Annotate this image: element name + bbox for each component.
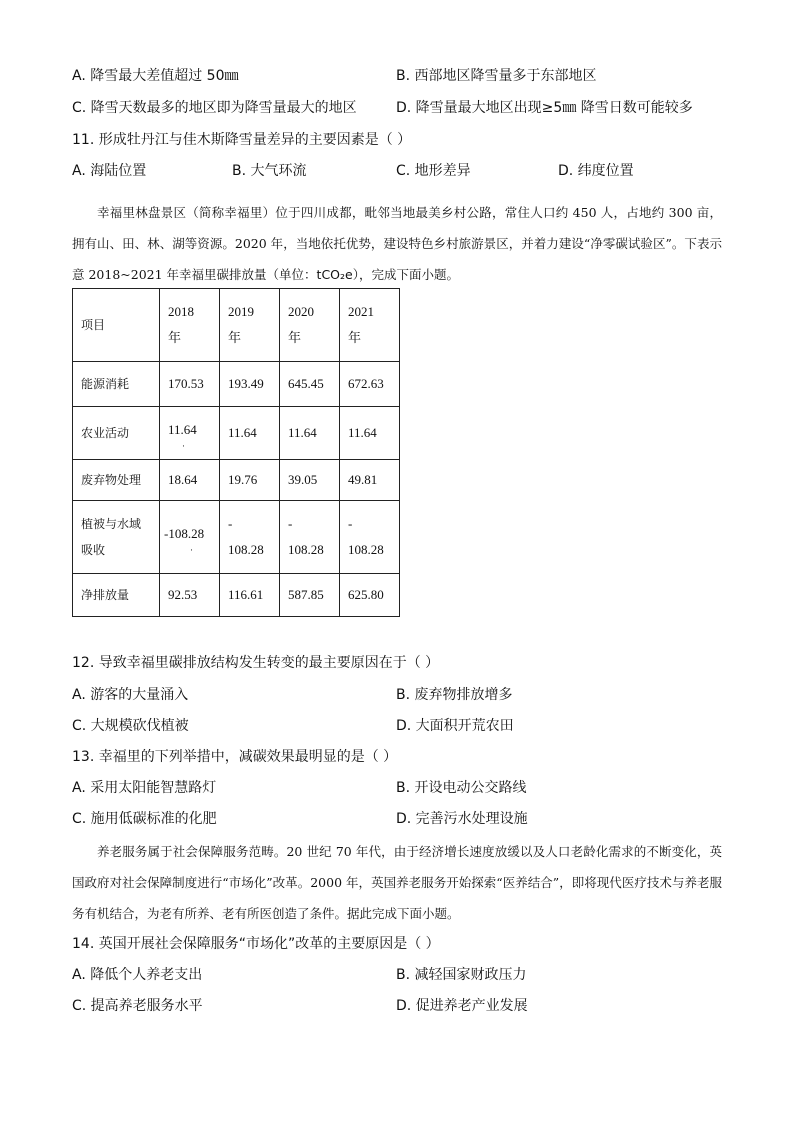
cell: 49.81 [340, 460, 400, 501]
passage-unit: tCO₂e [316, 267, 353, 282]
q11-option-b[interactable]: B. 大气环流 [232, 163, 307, 179]
q13-option-c[interactable]: C. 施用低碳标准的化肥 [72, 811, 217, 827]
q10-option-c[interactable]: C. 降雪天数最多的地区即为降雪量最大的地区 [72, 100, 357, 116]
cell: 170.53 [160, 362, 220, 407]
q14-stem: 14. 英国开展社会保障服务“市场化”改革的主要原因是（ ） [72, 936, 440, 952]
q12-option-d[interactable]: D. 大面积开荒农田 [396, 718, 514, 734]
cell: 18.64 [160, 460, 220, 501]
passage-xingfuli [72, 197, 722, 290]
q12-option-a[interactable]: A. 游客的大量涌入 [72, 687, 189, 703]
table-row [73, 574, 400, 617]
table-row [73, 460, 400, 501]
q14-option-c[interactable]: C. 提高养老服务水平 [72, 998, 203, 1014]
table-row [73, 407, 400, 460]
q12-stem: 12. 导致幸福里碳排放结构发生转变的最主要原因在于（ ） [72, 655, 440, 671]
cell: 625.80 [340, 574, 400, 617]
q14-option-a[interactable]: A. 降低个人养老支出 [72, 967, 203, 983]
passage-uk-elderly-care: 养老服务属于社会保障服务范畴。20 世纪 70 年代，由于经济增长速度放缓以及人口老龄化需求的不断变化，英国政府对社会保障制度进行“市场化”改革。2000 年，英国养老服务开始探索“医养结合”，即将现代医疗技术与养老服务有机结合，为老有所养、老有所医创造了条件。据此完成下面小题。 [72, 844, 722, 921]
q13-stem: 13. 幸福里的下列举措中，减碳效果最明显的是（ ） [72, 749, 398, 765]
passage-xingfuli-tail: ），完成下面小题。 [352, 267, 459, 282]
header-item: 项目 [73, 289, 160, 362]
cell: 11.64 · [160, 407, 220, 460]
cell: 116.61 [220, 574, 280, 617]
q13-option-b[interactable]: B. 开设电动公交路线 [396, 780, 527, 796]
q10-option-d[interactable]: D. 降雪量最大地区出现≥5㎜ 降雪日数可能较多 [396, 100, 693, 116]
carbon-emission-table [72, 288, 400, 617]
cell: - 108.28 [280, 501, 340, 574]
q10-option-a[interactable]: A. 降雪最大差值超过 50㎜ [72, 68, 239, 84]
row-label: 农业活动 [73, 407, 160, 460]
header-2021: 2021 年 [340, 289, 400, 362]
table-row [73, 362, 400, 407]
q11-option-a[interactable]: A. 海陆位置 [72, 163, 147, 179]
row-label: 植被与水域 吸收 [73, 501, 160, 574]
q10-option-b[interactable]: B. 西部地区降雪量多于东部地区 [396, 68, 597, 84]
q14-option-b[interactable]: B. 减轻国家财政压力 [396, 967, 527, 983]
cell: 11.64 [280, 407, 340, 460]
row-label: 废弃物处理 [73, 460, 160, 501]
cell: 645.45 [280, 362, 340, 407]
row-label: 净排放量 [73, 574, 160, 617]
cell: -108.28 · [160, 501, 220, 574]
cell: 11.64 [220, 407, 280, 460]
row-label: 能源消耗 [73, 362, 160, 407]
cell: - 108.28 [220, 501, 280, 574]
header-2018: 2018 年 [160, 289, 220, 362]
passage-xingfuli-text: 幸福里林盘景区（简称幸福里）位于四川成都，毗邻当地最美乡村公路，常住人口约 450 人，占地约 300 亩，拥有山、田、林、湖等资源。2020 年，当地依托优势，建设特色乡村旅游景区，并着力建设“净零碳试验区”。下表示意 2018~2021 年幸福里碳排放量（单位： [72, 205, 722, 282]
cell: 672.63 [340, 362, 400, 407]
cell: 587.85 [280, 574, 340, 617]
q11-option-c[interactable]: C. 地形差异 [396, 163, 471, 179]
header-2019: 2019 年 [220, 289, 280, 362]
q12-option-b[interactable]: B. 废弃物排放增多 [396, 687, 513, 703]
q13-option-d[interactable]: D. 完善污水处理设施 [396, 811, 528, 827]
q11-option-d[interactable]: D. 纬度位置 [558, 163, 634, 179]
q13-option-a[interactable]: A. 采用太阳能智慧路灯 [72, 780, 217, 796]
cell: 19.76 [220, 460, 280, 501]
q12-option-c[interactable]: C. 大规模砍伐植被 [72, 718, 189, 734]
cell: 92.53 [160, 574, 220, 617]
header-2020: 2020 年 [280, 289, 340, 362]
cell: 11.64 [340, 407, 400, 460]
table-header-row [73, 289, 400, 362]
cell: - 108.28 [340, 501, 400, 574]
q14-option-d[interactable]: D. 促进养老产业发展 [396, 998, 528, 1014]
q11-stem: 11. 形成牡丹江与佳木斯降雪量差异的主要因素是（ ） [72, 132, 412, 148]
table-row [73, 501, 400, 574]
cell: 39.05 [280, 460, 340, 501]
cell: 193.49 [220, 362, 280, 407]
